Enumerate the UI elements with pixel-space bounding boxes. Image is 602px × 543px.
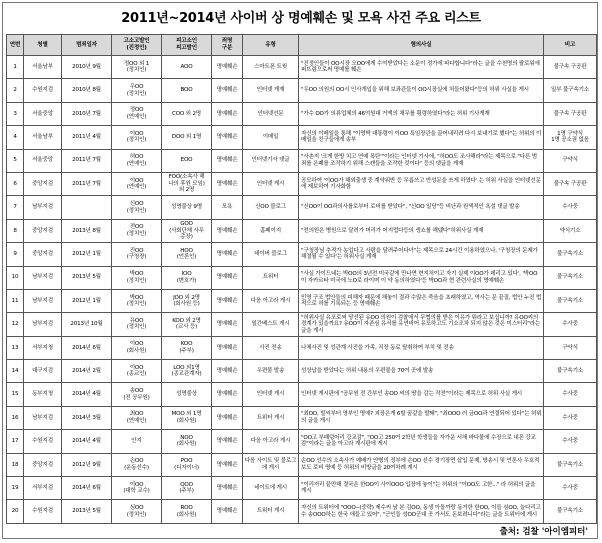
cell-col-accused: JOO 외 2명 (회사원 등) <box>162 289 212 312</box>
cell-col-allegation: "이리저리 끝만해 결국은 한OO이 사이OOO 입장에 놓이"는 허위의 "이OO도 고한..." 라 허위의 글을 게시 <box>299 477 544 500</box>
cell-col-office: 남부지검 <box>24 266 62 289</box>
cell-col-allegation: "우OO 의원의 OO시 인사개입을 위해 보좌관들이 OO시장실에 처들어왔다"등의 허위 사실을 게시 <box>299 79 544 102</box>
cell-col-complainant: 우OO (정치인) <box>112 79 162 102</box>
cell-col-accused: FOO(소속사 해 나의 후원 모임) 외 2명 <box>162 172 212 195</box>
table-header-row <box>7 35 597 56</box>
cell-col-complainant: 진OO (구청장) <box>112 243 162 266</box>
cell-col-charge: 명예훼손 <box>212 79 243 102</box>
cell-col-office: 중앙지검 <box>24 453 62 476</box>
cell-col-complainant: 이OO (연예인) <box>112 172 162 195</box>
cell-col-date: 2014년 6월 <box>62 477 112 500</box>
cell-col-note: 구약식 <box>544 336 597 359</box>
cell-col-type: 다음 사이트 및 블로그에 게시 <box>243 453 299 476</box>
cell-col-complainant: 심OO (정치인) <box>112 500 162 523</box>
cell-col-note: 불구속기소 <box>544 289 597 312</box>
cell-col-accused: MOO 외 1명 (회사원) <box>162 406 212 429</box>
table-row <box>7 102 597 125</box>
cell-col-no: 16 <box>7 406 24 429</box>
cell-col-no: 5 <box>7 149 24 172</box>
cell-col-date: 2013년 10월 <box>62 313 112 336</box>
table-row <box>7 477 597 500</box>
cell-col-allegation: "사촌지 '크게 한방 치고 연예 폭탄'"이라는 인터넷 기사에, "허OO도 조사해라"라는 제목으로 "다른 범죄를 은폐를 조작하기 위해 스캔들을 조작한 것이다" 등의 댓글을 게재 <box>299 149 544 172</box>
cell-col-office: 서울남부 <box>24 126 62 149</box>
table-row <box>7 149 597 172</box>
cell-col-charge: 명예훼손 <box>212 243 243 266</box>
cell-col-no: 13 <box>7 336 24 359</box>
header-col-accused: 피고소인 피고발인 <box>162 35 212 56</box>
table-row <box>7 243 597 266</box>
cell-col-no: 7 <box>7 196 24 219</box>
cell-col-allegation: "신OO이 OO과의사를로부터 로비를 받았다", "신OO 일당"등 비난과 원색적인 욕설 댓글 발송 <box>299 196 544 219</box>
cell-col-note: 수사중 <box>544 406 597 429</box>
cell-col-office: 동부지청 <box>24 383 62 406</box>
cell-col-type: 이메일 <box>243 126 299 149</box>
cell-col-charge: 명예훼손 <box>212 313 243 336</box>
cell-col-no: 3 <box>7 102 24 125</box>
table-row <box>7 196 597 219</box>
cell-col-allegation: 성상납을 받았다는 허위 내용의 우편물을 70여 곳에 발송 <box>299 360 544 383</box>
cell-col-charge: 명예훼손 <box>212 453 243 476</box>
table-row <box>7 453 597 476</box>
cell-col-type: 다음 아고라 게시 <box>243 289 299 312</box>
cell-col-allegation: "OO고 부패덩어리 강교감", "OO고 250여 2학년 학생들을 자가운 서해 바다물에 수장으로 내몬 강교감"이라는 글을 아고라 게시판에 게시 <box>299 430 544 453</box>
cell-col-accused: DOO 외 1명 <box>162 126 212 149</box>
header-col-charge: 죄명 구분 <box>212 35 243 56</box>
cell-col-complainant: 안지 <box>112 430 162 453</box>
cell-col-accused: GOO (사회단체 사무 총장) <box>162 219 212 242</box>
header-col-office: 청별 <box>24 35 62 56</box>
cell-col-type: 홈페이지 <box>243 219 299 242</box>
cell-col-accused: ROO (회사원) <box>162 500 212 523</box>
cell-col-allegation: "전의원은 병원으로 달려가 머리가 어지럽다등의 생쇼를 해댔다"허위사실 게재 <box>299 219 544 242</box>
header-col-date: 범죄일자 <box>62 35 112 56</box>
cell-col-office: 서부지검 <box>24 477 62 500</box>
cell-col-complainant: 허OO (연예인) <box>112 149 162 172</box>
cell-col-note: 수사중 <box>544 430 597 453</box>
table-row <box>7 289 597 312</box>
cell-col-no: 15 <box>7 383 24 406</box>
cell-col-no: 11 <box>7 289 24 312</box>
table-row <box>7 313 597 336</box>
cell-col-office: 남부지검 <box>24 289 62 312</box>
cell-col-note: 불구속 구공판 <box>544 102 597 125</box>
table-row <box>7 430 597 453</box>
cell-col-complainant: 이OO (대학 교수) <box>112 477 162 500</box>
cell-col-type: 네이버 블로그 <box>243 243 299 266</box>
cell-col-office: 남부지검 <box>24 313 62 336</box>
cell-col-complainant: 박OO (정치인) <box>112 266 162 289</box>
cell-col-complainant: 유OO (정치인) <box>112 313 162 336</box>
cell-col-office: 수원지검 <box>24 500 62 523</box>
cell-col-accused: COO 외 2명 <box>162 102 212 125</box>
cell-col-accused: 성명불상 <box>162 383 212 406</box>
cell-col-accused: LOO 외1명 (종교관계자) <box>162 360 212 383</box>
cell-col-charge: 명예훼손 <box>212 266 243 289</box>
cell-col-allegation: "가수 OO가 의류업체의 46억원대 거액의 채무를 횡령하였다"라는 허위 기사게재 <box>299 102 544 125</box>
cell-col-accused: 성명불상 9명 <box>162 196 212 219</box>
cell-col-type: 트위터 게시 <box>243 406 299 429</box>
cell-col-allegation: 공모하여 '이OO가 해외출생 중 계약위반 등 무릅쓰고 반성문을 쓰게 하였다' 는 허위 사실을 인터넷선문에 제보하여 기사화함 <box>299 172 544 195</box>
cell-col-charge: 명예훼손 <box>212 360 243 383</box>
cell-col-office: 서울남부 <box>24 56 62 79</box>
cell-col-charge: 명예훼손 <box>212 500 243 523</box>
cell-col-no: 18 <box>7 453 24 476</box>
header-col-complainant: 고소고발인 (진정인) <box>112 35 162 56</box>
cell-col-note: 불구속기소 <box>544 360 597 383</box>
header-col-type: 유형 <box>243 35 299 56</box>
cell-col-type: 다음 아고라 게시 <box>243 430 299 453</box>
cell-col-allegation: 자신의 이메일을 통해 "이명박 대통령이 이OO 특임장관을 끌어내리려 다시 보내기로 했다"는 허위의 이메일을 친구들에게 송부 <box>299 126 544 149</box>
cell-col-charge: 명예훼손 <box>212 406 243 429</box>
cell-col-office: 남부지검 <box>24 196 62 219</box>
cell-col-office: 대구지검 <box>24 360 62 383</box>
incident-table <box>6 34 597 524</box>
cell-col-date: 2011년 7월 <box>62 172 112 195</box>
table-row <box>7 360 597 383</box>
cell-col-accused: NOO (회사원) <box>162 430 212 453</box>
cell-col-allegation: 자신의 트위터에 "OOO--(중략) 제수씨 남 본 김OO, 동생 아돌까랑 동거한 한OO, 이들 심OO, 늘다리고수 송OOO하는 한국 애들고 있어", "군인들 성OO군대 곳 가서도 돈보려니다"라는 글을 트위터에 게시 <box>299 500 544 523</box>
table-row <box>7 500 597 523</box>
cell-col-charge: 명예훼손 <box>212 336 243 359</box>
cell-col-date: 2010년 7월 <box>62 102 112 125</box>
cell-col-office: 서울중앙 <box>24 102 62 125</box>
cell-col-accused: POO (디자이너) <box>162 453 212 476</box>
cell-col-date: 2012년 1월 <box>62 243 112 266</box>
cell-col-no: 6 <box>7 172 24 195</box>
cell-col-note: 불구속기소 <box>544 500 597 523</box>
table-row <box>7 219 597 242</box>
cell-col-complainant: 이OO (회사원) <box>112 336 162 359</box>
cell-col-note: 1명 구약식 1명 공소권 없음 <box>544 126 597 149</box>
cell-col-date <box>62 196 112 219</box>
cell-col-type: 신OO 블로그 <box>243 196 299 219</box>
cell-col-complainant: 이OO (종교인) <box>112 360 162 383</box>
table-row <box>7 406 597 429</box>
cell-col-accused: QOO (주부) <box>162 477 212 500</box>
cell-col-date: 2014년 2월 <box>62 360 112 383</box>
cell-col-date: 2014년 6월 <box>62 336 112 359</box>
table-row <box>7 266 597 289</box>
cell-col-note: 불구속기소 <box>544 266 597 289</box>
cell-col-no: 9 <box>7 243 24 266</box>
cell-col-complainant: 정OO (연예인) <box>112 102 162 125</box>
cell-col-allegation: "최OO, 빌씨부터 영부인 명예? 괴장은게 6할 꿈같을 발돼", "최OOO 러 금OO과 연결되어 있다"는 허위의 글을 게시 <box>299 406 544 429</box>
cell-col-no: 19 <box>7 477 24 500</box>
table-row <box>7 336 597 359</box>
cell-col-date: 2011년 4월 <box>62 126 112 149</box>
cell-col-complainant: 박OO (정치인) <box>112 289 162 312</box>
cell-col-complainant: 전OO (정치인) <box>112 219 162 242</box>
cell-col-accused: EOO <box>162 149 212 172</box>
document-title: 2011년~2014년 사이버 상 명예훼손 및 모욕 사건 주요 리스트 <box>121 11 481 26</box>
cell-col-date: 2011년 7월 <box>62 149 112 172</box>
cell-col-note: 불구속기소 <box>544 453 597 476</box>
cell-col-accused: IOO (변호가) <box>162 266 212 289</box>
cell-col-accused: HOO (언론인) <box>162 243 212 266</box>
cell-col-note: 수사중 <box>544 383 597 406</box>
cell-col-allegation: "사실 가이드네는 박OO의 3년전 미국같에 만나면 현지처이고 자기 실제 이OO가 데리고 있다', '박OO이 자카르타 미국에 노O로 라이며 이 약 동의하였다'등 박OO과 현 관련사실의 명예훼손 <box>299 266 544 289</box>
cell-col-date: 2013년 5월 <box>62 500 112 523</box>
cell-col-date: 2013년 8월 <box>62 219 112 242</box>
cell-col-charge: 명예훼손 <box>212 430 243 453</box>
cell-col-type: 일간베스트 게시 <box>243 313 299 336</box>
cell-col-note: 수사중 <box>544 196 597 219</box>
cell-col-charge: 명예훼손 <box>212 172 243 195</box>
cell-col-date: 2012년 1월 <box>62 289 112 312</box>
cell-col-date: 2010년 9월 <box>62 56 112 79</box>
cell-col-note: 구약식 <box>544 149 597 172</box>
cell-col-allegation: "구청장님 추적가 농업다고 사람을 달려주어다녀"는 제목으로 24시간 이용하였으나, '구청장의 문제가 해결될 수 있다'는 허위사실 게재 <box>299 243 544 266</box>
cell-col-office: 서부지청 <box>24 336 62 359</box>
cell-col-complainant: 송OO (전 공무원) <box>112 383 162 406</box>
cell-col-type: 사진 전송 <box>243 336 299 359</box>
cell-col-accused: AOO <box>162 56 212 79</box>
cell-col-office: 중앙지검 <box>24 243 62 266</box>
source-caption: 출처: 검찰 '아이엠피터' <box>499 527 588 537</box>
cell-col-office: 서울중앙 <box>24 149 62 172</box>
cell-col-type: 스마트폰 트윗 <box>243 56 299 79</box>
cell-col-type: 우편물 발송 <box>243 360 299 383</box>
header-col-no: 연번 <box>7 35 24 56</box>
cell-col-office: 남부지검 <box>24 406 62 429</box>
cell-col-no: 20 <box>7 500 24 523</box>
cell-col-office: 중앙지검 <box>24 172 62 195</box>
cell-col-no: 4 <box>7 126 24 149</box>
cell-col-note: 불구속 구공판 <box>544 56 597 79</box>
cell-col-office: 수원지검 <box>24 430 62 453</box>
cell-col-allegation: "허위사실 유포로써 당선된 유OO 의원이 검찰에서 무협의를 받은 이유가 뭐라고 보십니까? 유OO씨의 경계가 있을까요? 유OO이 자존심 유서를 유연비어 유포하고도 기소조차 되지 않은 것은 미스터리"라는 글을 게시 <box>299 313 544 336</box>
cell-col-note: 약식기소 <box>544 219 597 242</box>
cell-col-office: 중앙지검 <box>24 219 62 242</box>
cell-col-type: 트위터 <box>243 266 299 289</box>
cell-col-type: 인터넷 게시 <box>243 172 299 195</box>
cell-col-no: 14 <box>7 360 24 383</box>
cell-col-note: 불구속기소 <box>544 243 597 266</box>
cell-col-type: 인터넷 게시 <box>243 383 299 406</box>
cell-col-no: 12 <box>7 313 24 336</box>
cell-col-type: 인터넷기사 댓글 <box>243 149 299 172</box>
cell-col-charge: 명예훼손 <box>212 102 243 125</box>
cell-col-note: 불구속 구공판 <box>544 172 597 195</box>
cell-col-charge: 명예훼손 <box>212 383 243 406</box>
cell-col-allegation: 인터넷 게시판에 "공무원 전 간부인 송OO 씨의 땅을 감는 작전"이라는 제목으로 허위 사실 게시 <box>299 383 544 406</box>
cell-col-date: 2012년 9월 <box>62 453 112 476</box>
table-row <box>7 383 597 406</box>
cell-col-no: 1 <box>7 56 24 79</box>
cell-col-charge: 명예훼손 <box>212 219 243 242</box>
table-row <box>7 126 597 149</box>
cell-col-accused: KOO 외 2명 (교사 등) <box>162 313 212 336</box>
cell-col-date: 2010년 8월 <box>62 79 112 102</box>
cell-col-charge: 명예훼손 <box>212 149 243 172</box>
cell-col-type: 인터넷 게재 <box>243 79 299 102</box>
cell-col-complainant: 정OO 외 1 (정치인) <box>112 56 162 79</box>
cell-col-complainant: 최OO (연예인) <box>112 406 162 429</box>
cell-col-office: 수원지검 <box>24 79 62 102</box>
cell-col-no: 10 <box>7 266 24 289</box>
cell-col-date: 2013년 5월 <box>62 266 112 289</box>
cell-col-allegation: 손OO 선수의 소속사가 예배가 얀형의 정부에 손OO 선수 경기장면 삽입 문제, 방송시 및 언론사 우호적 보도 로비 명예 등 허위의 비방글을 20여차례 게시 <box>299 453 544 476</box>
cell-col-charge: 명예훼손 <box>212 126 243 149</box>
cell-col-note: 수사중 <box>544 477 597 500</box>
cell-col-date: 2014년 4월 <box>62 383 112 406</box>
cell-col-no: 17 <box>7 430 24 453</box>
table-body <box>7 56 597 524</box>
cell-col-allegation: 민영 구조 법안들의 피해자 때문에 해놓이 결과 수많은 죽음을 초래하였고, 역사는 문 끝질, 법안 누진 법적으로 허를 기록되는 등 명예훼손 <box>299 289 544 312</box>
cell-col-charge: 명예훼손 <box>212 56 243 79</box>
cell-col-type: 인터넷선문 <box>243 102 299 125</box>
table-row <box>7 79 597 102</box>
cell-col-date: 2014년 3월 <box>62 406 112 429</box>
header-col-note: 비고 <box>544 35 597 56</box>
cell-col-no: 2 <box>7 79 24 102</box>
cell-col-date: 2014년 4월 <box>62 430 112 453</box>
header-col-allegation: 혐의사실 <box>299 35 544 56</box>
cell-col-complainant: 신OO (정치인) <box>112 196 162 219</box>
cell-col-charge: 명예훼손 <box>212 289 243 312</box>
cell-col-complainant: 이OO (정치인) <box>112 126 162 149</box>
cell-col-type: 트위터 게시 <box>243 500 299 523</box>
cell-col-allegation: "진정인들이 OO시장 오OO에게 수억받았다는 소문이 정가에 파다합니다"라는 글을 수천명의 팔로워에 퍼뜨림으로써 명예를 훼손 <box>299 56 544 79</box>
cell-col-charge: 모욕 <box>212 196 243 219</box>
table-row <box>7 172 597 195</box>
table-row <box>7 56 597 79</box>
cell-col-charge: 명예훼손 <box>212 477 243 500</box>
cell-col-accused: BOO <box>162 79 212 102</box>
cell-col-complainant: 손OO (운동선수) <box>112 453 162 476</box>
cell-col-no: 8 <box>7 219 24 242</box>
cell-col-allegation: 나체사진 및 성관계 사진을 가족, 직장 동료 탈취하여 부치 및 전송 <box>299 336 544 359</box>
cell-col-note: 수사중 <box>544 313 597 336</box>
cell-col-accused: KOO (주부) <box>162 336 212 359</box>
cell-col-note: 일부 불구속기소 <box>544 79 597 102</box>
cell-col-type: 네이트에 게시 <box>243 477 299 500</box>
